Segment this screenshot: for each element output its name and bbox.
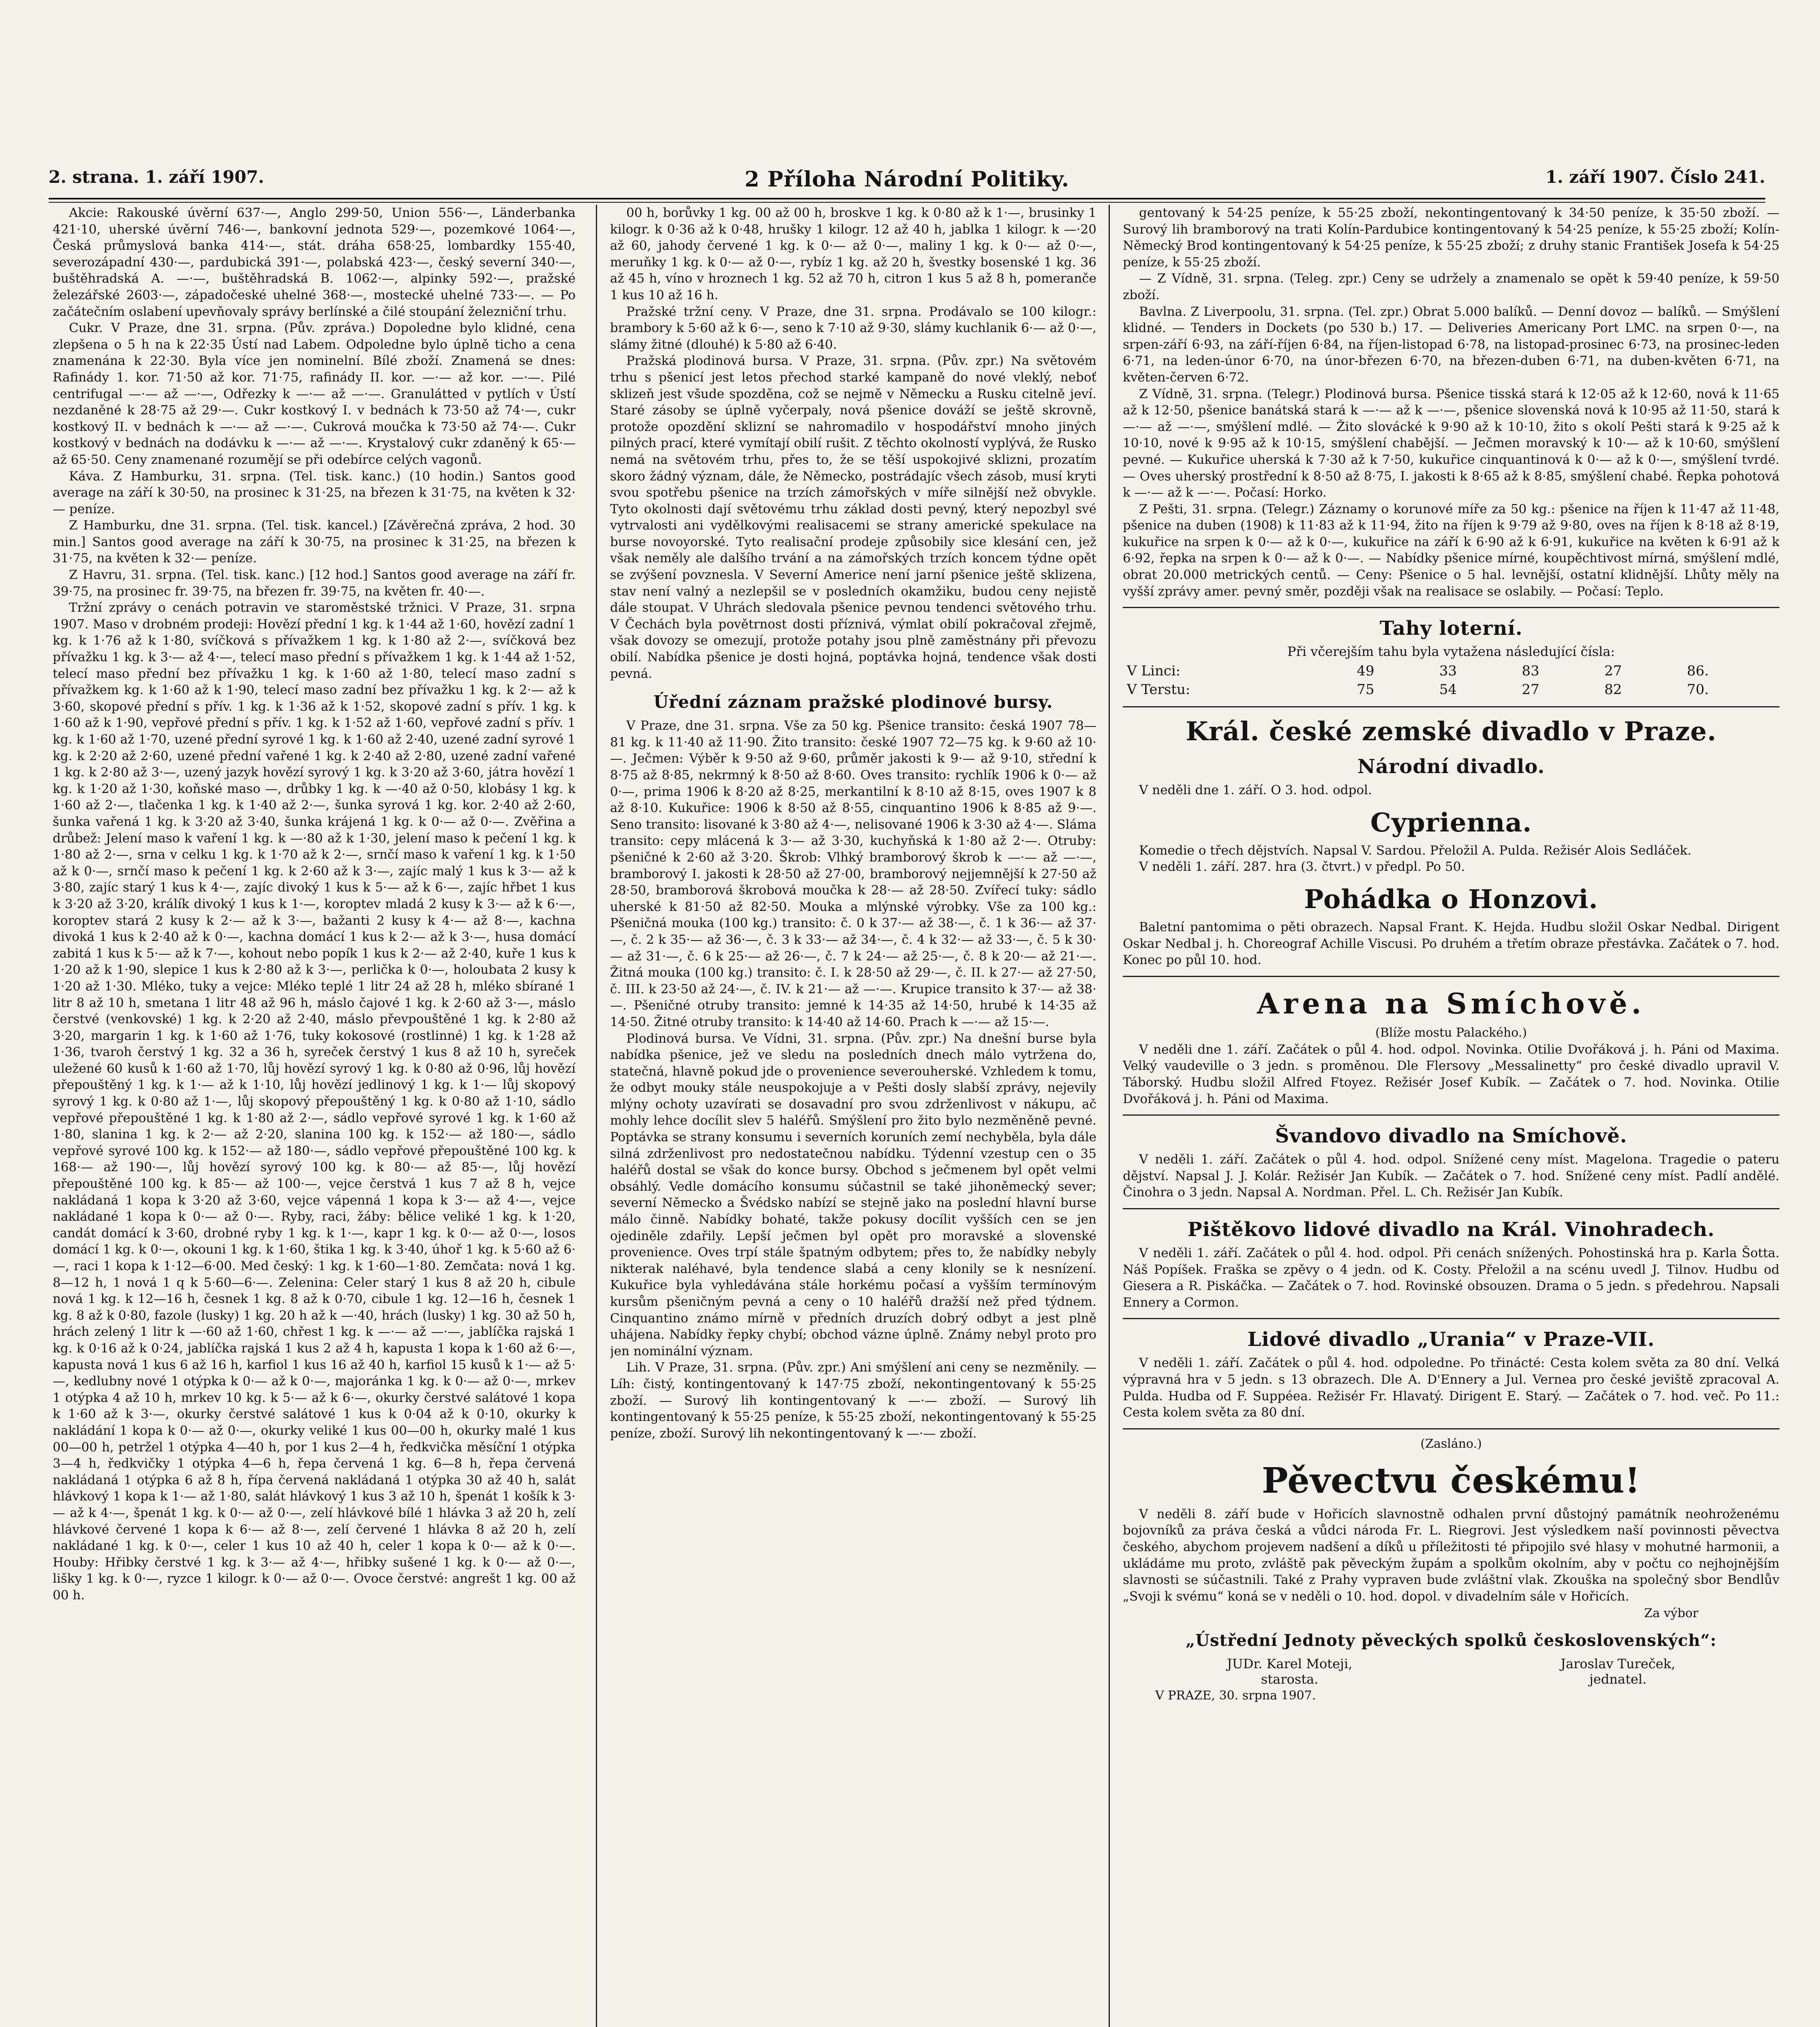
urania-title: Lidové divadlo „Urania“ v Praze-VII. xyxy=(1247,1328,1655,1351)
signature-role: starosta. xyxy=(1261,1671,1319,1687)
lottery-table xyxy=(1123,662,1779,699)
market-paragraph: Akcie: Rakouské úvěrní 637·—, Anglo 299·50, Union 556·—, Länderbanka 421·10, uherské úvěrní 746·—, bankovní jednota 529·—, pozemkové 1064·—, Česká průmyslová banka 414·—, stát. dráha 658·25, lombardky 155·40, severozápadní 430·—, pardubická 391·—, polabská 423·—, český severní 340·—, buštěhradská A. —·—, buštěhradská B. 1062·—, alpinky 592·—, pražské železářské 2603·—, západočeské uhelné 368·—, mostecké uhelné 733·—. — Po začátečním oslabení upevňovaly správy berlínské a čilé stoupání železniční trhu. xyxy=(53,206,576,319)
market-paragraph: Pražské tržní ceny. V Praze, dne 31. srpna. Prodávalo se 100 kilogr.: brambory k 5·60 až k 6·—, seno k 7·10 až 9·30, slámy kuchlanik 6·— až 0·—, slámy žitné (dlouhé) k 5·80 až 6·40. xyxy=(610,304,1096,352)
market-paragraph: Plodinová bursa. Ve Vídni, 31. srpna. (Pův. zpr.) Na dnešní burse byla nabídka pšenice, jež ve sledu na posledních dnech málo vytržena do, statečná, hlavně pokud jde o provenience severouherské. Vzhledem k tomu, že odbyt mouky stále neuspokojuje a v Pešti dosly slabší zprávy, nejevily mlýny ochoty uzavírati se dosavadní pro svou zdrženlivost v nákupu, ač mohly lehce docílit slev 5 haléřů. Smýšlení pro žito bylo nezměněně pevné. Poptávka se strany konsumu i severních koruních zemí nechyběla, byla dále silná zdrženlivost pro nedostatečnou nabídku. Týdenní vzestup cen o 35 haléřů dostal se však do konce bursy. Obchod s ječmenem byl opět velmi obsáhlý. Vedle domácího konsumu súčastnil se také jihoněmecký sever; severní Německo a Švédsko nabízí se stejně jako na poslední hlavní burse málo činně. Nabídky bohaté, takže pokusy docílit vyšších cen se jen ojediněle zdařily. Lepší ječmen byl opět pro moravské a slovenské provenience. Oves trpí stále špatným odbytem; přes to, že nabídky nebyly nikterak naléhavé, byla tendence slabá a ceny klonily se k nesnízení. Kukuřice byla vyhledávána stále horkému počasí a vyšším termínovým kursům pšeničným pevná a ceny o 10 haléřů dražší než před týdnem. Cinquantino známo mírně v předních druzích dobrý odbyt a jest plně uhájena. Nabídky řepky chybí; obchod vázne úplně. Známy nebyl proto pro jen nominální význam. xyxy=(610,1031,1096,1358)
divider xyxy=(1123,706,1779,707)
svandovo-title: Švandovo divadlo na Smíchově. xyxy=(1275,1125,1627,1148)
market-paragraph: Z Pešti, 31. srpna. (Telegr.) Záznamy o korunové míře za 50 kg.: pšenice na říjen k 11·47 až 11·48, pšenice na duben (1908) k 11·83 až k 11·94, žito na říjen k 9·79 až 9·80, oves na říjen k 8·18 až 8·19, kukuřice na srpen k 0·— až k 0·—, kukuřice na září k 6·90 až k 6·91, kukuřice na květen k 6·91 až k 6·92, řepka na srpen k 0·— až k 0·—. — Nabídky pšenice mírné, koupěchtivost mírná, smýšlení mdlé, obrat 20.000 metrických centů. — Ceny: Pšenice o 5 hal. levnější, ostatní klidnější. Lhůty měly na vyšší zprávy amer. pevný směr, později však na realisace se oslabily. — Počasí: Teplo. xyxy=(1123,501,1779,599)
market-paragraph: Pražská plodinová bursa. V Praze, 31. srpna. (Pův. zpr.) Na světovém trhu s pšenicí jest letos přechod starké kampaně do nové vleklý, neboť sklizeň jest všude spozděna, což se nejmě v Německu a Rusku citelně jeví. Staré zásoby se úplně vyčerpaly, nová pšenice dováží se ještě skrovně, protože opozdění sklizní se nahromadilo v hospodářství mnoho jiných pilných prací, které vymítají obilí rušit. Z těchto okolností vyplývá, že Rusko nemá na světovém trhu, přes to, že se těší uspokojivé sklizni, prozatím skoro žádný význam, dále, že Německo, postrádajíc všech zásob, musí kryti svou spotřebu pšenice na trzích zámořských v míře silnější než obvykle. Tyto okolnosti dají světovému trhu základ dosti pevný, který nepozbyl své vytrvalosti ani vydělkovými realisacemi se strany americké spekulace na burse novoyorské. Tyto realisační prodeje způsobily sice klesání cen, jež však neměly ale dalšího trvání a na zámořských trzích koncem týdne opět se zvýšení povznesla. V Severní Americe není jarní pšenice ještě sklizena, stav není valný a nezlepšil se v posledních okamžiku, budou ceny nejistě dále stoupat. V Uhrách sledovala pšenice pevnou tendenci světového trhu. V Čechách byla povětrnost dosti příznivá, výmlat obilí pokračoval zřejmě, však dovozy se omezují, protože potahy jsou plně zaměstnány při převozu obilí. Nabídka pšenice je dosti hojná, poptávka hojná, tendence však dosti pevná. xyxy=(610,354,1096,681)
lottery-city: V Linci: xyxy=(1127,663,1181,679)
market-paragraph: Z Hamburku, dne 31. srpna. (Tel. tisk. kancel.) [Závěrečná zpráva, 2 hod. 30 min.] Santos good average na září k 30·75, na prosinec k 31·25, na březen k 31·75, na květen k 32·— peníze. xyxy=(53,518,576,566)
market-paragraph: V Praze, dne 31. srpna. Vše za 50 kg. Pšenice transito: česká 1907 78—81 kg. k 11·40 až 11·90. Žito transito: české 1907 72—75 kg. k 9·60 až 10·—. Ječmen: Výběr k 9·50 až 9·60, průměr jakosti k 9·— až 9·10, střední k 8·75 až 8·85, nekrmný k 8·50 až 8·60. Oves transito: rychlík 1906 k 0·— až 0·—, prima 1906 k 8·20 až 8·25, merkantilní k 8·10 až 8·15, oves 1907 k 8 až 8·10. Kukuřice: 1906 k 8·50 až 8·55, cinquantino 1906 k 8·85 až 9·—. Seno transito: lisované k 3·80 až 4·—, nelisované 1906 k 3·30 až 4·—. Sláma transito: cepy mlácená k 3·— až 3·30, kuchyňská k 1·80 až 2·—. Otruby: pšeničné k 2·60 až 3·20. Škrob: Vlhký bramborový škrob k —·— až —·—, bramborový I. jakosti k 28·50 až 27·00, bramborový nejjemnější k 27·50 až 28·50, bramborová škrobová moučka k 28·— až 28·50. Zvířecí tuky: sádlo uherské k 81·50 až 82·50. Mouka a mlýnské výrobky. Vše za 100 kg.: Pšeničná mouka (100 kg.) transito: č. 0 k 37·— až 38·—, č. 1 k 36·— až 37·—, č. 2 k 35·— až 36·—, č. 3 k 33·— až 34·—, č. 4 k 32·— až 33·—, č. 5 k 30·— až 31·—, č. 6 k 25·— až 26·—, č. 7 k 24·— až 25·—, č. 8 k 20·— až 21·—. Žitná mouka (100 kg.) transito: č. I. k 28·50 až 29·—, č. II. k 27·— až 27·50, č. III. k 23·50 až 24·—, č. IV. k 21·— až —·—. Krupice transito k 37·— až 38·—. Pšeničné otruby transito: jemné k 14·35 až 14·50, hrubé k 14·35 až 14·50. Žitné otruby transito: k 14·40 až 14·60. Prach k —·— až 15·—. xyxy=(610,718,1096,1029)
divider xyxy=(1123,1318,1779,1319)
market-paragraph: 00 h, borůvky 1 kg. 00 až 00 h, broskve 1 kg. k 0·80 až k 1·—, brusinky 1 kilogr. k 0·36 až k 0·48, hrušky 1 kilogr. 12 až 40 h, jablka 1 kilogr. k —·20 až 60, jahody červené 1 kg. k 0·— až 0·—, maliny 1 kg. k 0·— až 0·—, meruňky 1 kg. k 0·— až 0·—, rybíz 1 kg. až 20 h, švestky bosenské 1 kg. 36 až 45 h, víno v hroznech 1 kg. 52 až 70 h, citron 1 kus 5 až 8 h, pomeranče 1 kus 10 až 16 h. xyxy=(610,206,1096,302)
svandovo-text: V neděli 1. září. Začátek o půl 4. hod. odpol. Snížené ceny míst. Magelona. Tragedie o pateru dějství. Napsal J. J. Kolár. Režisér Jan Kubík. — Začátek o 7. hod. Snížené ceny míst. Padlí andělé. Činohra o 3 jedn. Napsal A. Nordman. Přel. L. Ch. Režisér Jan Kubík. xyxy=(1123,1152,1779,1200)
market-paragraph: Z Vídně, 31. srpna. (Telegr.) Plodinová bursa. Pšenice tisská stará k 12·05 až k 12·60, nová k 11·65 až k 12·50, pšenice banátská stará k —·— až k —·—, pšenice slovenská nová k 10·95 až 11·50, stará k —·— až —·—, smýšlení mdlé. — Žito slovácké k 9·90 až k 10·10, žito s okolí Pešti stará k 9·25 až k 10·10, nové k 9·95 až k 10·15, smýšlení chabější. — Ječmen moravský k 10·— až k 10·60, smýšlení pevné. — Kukuřice uherská k 7·30 až k 7·50, kukuřice cinquantinová k 0·— až k 0·—, smýšlení tvrdé. — Oves uherský prostřední k 8·50 až 8·75, I. jakosti k 8·65 až k 8·85, smýšlení chabé. Řepka pohotová k —·— až k —·—. Počasí: Horko. xyxy=(1123,386,1779,500)
lottery-number: 49 xyxy=(1357,663,1375,679)
lottery-number: 70. xyxy=(1687,681,1709,698)
column-2 xyxy=(610,205,1096,2027)
issue-number: 1. září 1907. Číslo 241. xyxy=(1545,167,1765,187)
market-paragraph: gentovaný k 54·25 peníze, k 55·25 zboží, nekontingentovaný k 34·50 peníze, k 35·50 zboží. — Surový lih bramborový na trati Kolín-Pardubice kontingentovaný k 54·25 peníze, k 55·25 zboží; Kolín-Německý Brod kontingentovaný k 54·25 peníze, k 55·25 zboží; z druhy stanic František Josefa k 54·25 peníze, k 55·25 zboží. xyxy=(1123,206,1779,270)
arena-title: Arena na Smíchově. xyxy=(1257,986,1645,1020)
divider xyxy=(1123,607,1779,608)
theatre-title: Král. české zemské divadlo v Praze. xyxy=(1186,716,1717,747)
newspaper-title: 2 Příloha Národní Politiky. xyxy=(745,167,1069,192)
theatre-line: V neděli 1. září. 287. hra (3. čtvrt.) v předpl. Po 50. xyxy=(1139,859,1465,874)
signature-name: Jaroslav Tureček, xyxy=(1561,1656,1676,1672)
market-paragraph: Tržní zprávy o cenách potravin ve staroměstské tržnici. V Praze, 31. srpna 1907. Maso v drobném prodeji: Hovězí přední 1 kg. k 1·44 až 1·60, hovězí zadní 1 kg. k 1·76 až k 1·80, svíčková s přívažkem 1 kg. k 1·80 až 2·—, svíčková bez přívažku 1 kg. k 3·— až 4·—, telecí maso přední s přívažkem 1 kg. k 1·44 až 1·52, telecí maso přední bez přívažku 1 kg. k 1·60 až 1·80, telecí maso zadní s přívažkem kg. k 1·60 až k 1·90, telecí maso zadní bez přívažku 1 kg. k 2·— až k 3·60, skopové přední s přív. 1 kg. k 1·36 až k 1·52, skopové zadní s přív. 1 kg. k 1·60 až k 1·90, vepřové přední s přív. 1 kg. k 1·52 až 1·60, vepřové zadní s přív. 1 kg. k 1·60 až 1·70, uzené přední syrové 1 kg. k 1·60 až 2·40, uzené zadní syrové 1 kg. k 2·20 až 2·60, uzené přední vařené 1 kg. k 2·40 až 2·80, uzené zadní vařené 1 kg. k 2·80 až 3·—, uzený jazyk hovězí syrový 1 kg. k 3·20 až 3·60, játra hovězí 1 kg. k 1·20 až 1·30, koňské maso —, drůbky 1 kg. k —·40 až 0·50, klobásy 1 kg. k 1·60 až 2·—, tlačenka 1 kg. k 1·40 až 2·—, šunka syrová 1 kg. kor. 2·40 až 2·60, šunka vařená 1 kg. k 3·20 až 3·40, šunka krájená 1 kg. k 0·— až 0·—. Zvěřina a drůbež: Jelení maso k vaření 1 kg. k —·80 až k 1·30, jelení maso k pečení 1 kg. k 1·80 až 2·—, srna v celku 1 kg. k 1·70 až k 2·—, srnčí maso k vaření 1 kg. k 1·50 až k 0·—, srnčí maso k pečení 1 kg. k 2·60 až k 3·—, zajíc malý 1 kus k 3·— až k 3·80, zajíc starý 1 kus k 4·—, zajíc divoký 1 kus k 5·— až k 6·—, zajíc hřbet 1 kus k 3·20 až 3·20, králík divoký 1 kus k 1·—, koroptev mladá 2 kusy k 3·— až k 6·—, koroptev stará 2 kusy k 2·— až k 3·—, bažanti 2 kusy k 4·— až 8·—, kachna divoká 1 kus k 2·40 až k 0·—, kachna domácí 1 kus k 2·— až k 3·—, husa domácí zabitá 1 kus k 5·— až k 7·—, kohout nebo popík 1 kus k 2·— až 2·40, kuře 1 kus k 1·20 až k 1·90, slepice 1 kus k 2·80 až k 3·—, perlička k 0·—, holoubata 2 kusy k 1·20 až 1·30. Mléko, tuky a vejce: Mléko teplé 1 litr 24 až 28 h, mléko sbírané 1 litr 8 až 10 h, smetana 1 litr 48 až 96 h, máslo čajové 1 kg. k 2·60 až 3·—, máslo čerstvé (venkovské) 1 kg. k 2·20 až 2·40, máslo převpouštěné 1 kg. k 2·80 až 3·20, margarin 1 kg. k 1·60 až 1·76, tuky kokosové (rostlinné) 1 kg. k 1·28 až 1·36, tvaroh čerstvý 1 kg. 32 a 36 h, syreček čerstvý 1 kus 8 až 10 h, syreček uležené 60 kusů k 1·60 až 1·70, lůj hovězí syrový 1 kg. k 0·80 až 0·96, lůj hovězí přepouštěný 1 kg. k 1·— až k 1·10, lůj hovězí jedlinový 1 kg. k 1·— lůj skopový syrový 1 kg. k 0·80 až 1·—, lůj skopový přepouštěný 1 kg. k 0·80 až 1·10, sádlo vepřové přepouštěné 1 kg. k 1·80 až 2·—, sádlo vepřové syrové 1 kg. k 1·60 až 1·80, slanina 1 kg. k 2·— až 2·20, slanina 100 kg. k 152·— až 180·—, sádlo vepřové syrové 100 kg. k 152·— až 180·—, sádlo vepřové přepouštěné 100 kg. k 168·— až 190·—, lůj hovězí syrový 100 kg. k 80·— až 85·—, lůj hovězí přepouštěné 100 kg. k 85·— až 100·—, vejce čerstvá 1 kus 7 až 8 h, vejce nakládaná 1 kopa k 3·20 až 3·60, vejce vápenná 1 kopa k 3·— až 4·—, vejce nakládané 1 kopa k 0·— až 0·—. Ryby, raci, žáby: bělice veliké 1 kg. k 1·20, candát domácí k 3·60, drobné ryby 1 kg. k 1·—, kapr 1 kg. k 0·— až 0·—, losos domácí 1 kg. k 0·—, okouni 1 kg. k 1·60, štika 1 kg. k 3·40, úhoř 1 kg. k 5·60 až 6·—, raci 1 kopa k 1·12—6·00. Med český: 1 kg. k 1·60—1·80. Zemčata: nová 1 kg. 8—12 h, 1 nová 1 q k 5·60—6·—. Zelenina: Celer starý 1 kus 8 až 20 h, cibule nová 1 kg. k 12—16 h, česnek 1 kg. 8 až k 0·70, cibule 1 kg. 12—16 h, česnek 1 kg. 8 až k 0·80, fazole (lusky) 1 kg. 20 h až k —·40, hrách (lusky) 1 kg. 30 až 50 h, hrách zelený 1 litr k —·60 až 1·60, chřest 1 kg. k —·— až —·—, jablíčka rajská 1 kg. k 0·16 až k 0·24, jablíčka rajská 1 kus 2 až 4 h, kapusta 1 kopa k 1·60 až 6·—, kapusta nová 1 kus 6 až 16 h, karfiol 1 kus 16 až 40 h, karfiol 15 kusů k 1·— až 5·—, kedlubny nové 1 otýpka k 0·— až k 0·—, majoránka 1 kg. k 0·— až 0·—, mrkev 1 otýpka 4 až 10 h, mrkev 10 kg. k 5·— až k 6·—, okurky čerstvé salátové 1 kopa k 1·60 až k 3·—, okurky čerstvé salátové 1 kus k 0·04 až k 0·10, okurky k nakládání 1 kopa k 0·— až 0·—, okurky veliké 1 kus 00—00 h, okurky malé 1 kus 00—00 h, petržel 1 otýpka 4—40 h, por 1 kus 2—4 h, ředkvička měsíční 1 otýpka 3—4 h, ředkvičky 1 otýpka 4—6 h, řepa červená 1 kg. 6—8 h, řepa červená nakládaná 1 otýpka 6 až 8 h, řípa červená nakládaná 1 otýpka 30 až 40 h, salát hlávkový 1 kopa k 1·— až 1·80, salát hlávkový 1 kus 3 až 10 h, špenát 1 košík k 3·— až k 4·—, špenát 1 kg. k 0·— až 0·—, zelí hlávkové bílé 1 hlávka 3 až 20 h, zelí hlávkové červené 1 kopa k 6·— až 8·—, zelí červené 1 hlávka 8 až 20 h, zelí nakládané 1 kg. k 0·—, celer 1 kus 10 až 40 h, celer 1 kopa k 0·— až k 0·—. Houby: Hřibky čerstvé 1 kg. k 3·— až 4·—, hřibky sušené 1 kg. k 0·— až 0·—, lišky 1 kg. k 0·—, ryzce 1 kilogr. k 0·— až 0·—. Ovoce čerstvé: angrešt 1 kg. 00 až 00 h. xyxy=(53,600,576,1603)
signatures xyxy=(1123,1656,1779,1687)
announcement-title: Pěvectvu českému! xyxy=(1261,1460,1641,1501)
header-rule xyxy=(49,198,1765,203)
market-paragraph: Lih. V Praze, 31. srpna. (Pův. zpr.) Ani smýšlení ani ceny se nezměnily. — Líh: čistý, kontingentovaný k 147·75 zboží, nekontingentovaný k 55·25 zboží. — Surový lih kontingentovaný k —·— zboží. — Surový lih kontingentovaný k 55·25 peníze, k 55·25 zboží, nekontingentovaný k 55·25 peníze, zboží. Surový lih nekontingentovaný k —·— zboží. xyxy=(610,1360,1096,1441)
divider xyxy=(1123,976,1779,977)
divider xyxy=(1123,1208,1779,1209)
section-heading: Úřední záznam pražské plodinové bursy. xyxy=(653,692,1053,712)
dateline: V PRAZE, 30. srpna 1907. xyxy=(1155,1688,1316,1703)
lottery-number: 27 xyxy=(1604,663,1622,679)
column-3 xyxy=(1123,205,1779,2027)
market-paragraph: Z Havru, 31. srpna. (Tel. tisk. kanc.) [12 hod.] Santos good average na září fr. 39·75, na prosinec fr. 39·75, na březen fr. 39·75, na květen fr. 40·—. xyxy=(53,568,576,599)
theatre-line: V neděli dne 1. září. O 3. hod. odpol. xyxy=(1139,783,1372,798)
lottery-city: V Terstu: xyxy=(1127,681,1190,698)
market-paragraph: Cukr. V Praze, dne 31. srpna. (Pův. zpráva.) Dopoledne bylo klidné, cena zlepšena o 5 h na k 22·35 Ústí nad Labem. Odpoledne bylo úplně ticho a cena znamenána k 22·30. Byla více jen nominelní. Bílé zboží. Znamená se dnes: Rafinády 1. kor. 71·50 až kor. 71·75, rafinády II. kor. —·— až kor. —·—. Pilé centrifugal —·— až —·—, Odřezky k —·— až —·—. Granulátted v pytlích v Ústí nezdaněné k 28·75 až 29·—. Cukr kostkový I. v bednách k 73·50 až 74·—, cukr kostkový II. v bednách k —·— až —·—. Cukrová moučka k 73·50 až 74·—. Cukr kostkový v bednách na dodávku k —·— až —·—. Krystalový cukr zdaněný k 65·— až 65·50. Ceny znamenané rozumějí se při odebírce celých vagonů. xyxy=(53,321,576,467)
market-paragraph: Káva. Z Hamburku, 31. srpna. (Tel. tisk. kanc.) (10 hodin.) Santos good average na září k 30·50, na prosinec k 31·25, na březen k 31·75, na květen k 32·— penízе. xyxy=(53,469,576,516)
lottery-number: 33 xyxy=(1439,663,1457,679)
sent-in-label: (Zasláno.) xyxy=(1420,1436,1482,1451)
page-header xyxy=(49,167,1765,195)
divider xyxy=(1123,1428,1779,1429)
lottery-number: 86. xyxy=(1687,663,1709,679)
column-1 xyxy=(53,205,576,2027)
play-title: Pohádka o Honzovi. xyxy=(1304,884,1598,915)
column-divider xyxy=(1109,205,1110,2027)
signature-role: jednatel. xyxy=(1589,1671,1647,1687)
organization-name: „Ústřední Jednoty pěveckých spolků československých“: xyxy=(1186,1631,1717,1650)
announcement-text: V neděli 8. září bude v Hořicích slavnostně odhalen první důstojný památník neohroženému bojovníků za práva česká a vůdci národa Fr. L. Riegrovi. Jest výsledkem naší povinnosti pěvectva českého, abychom projevem nadšení a díků u příležitosti té připojilo své hlasy v mohutné harmonii, a ukládáme mu proto, zvláště pak pěveckým župám a spolkům okolním, aby v počtu co nejhojnějším slavnosti se súčastnili. Také z Prahy vypraven bude zvláštní vlak. Zkouška na společný sbor Bendlův „Svoji k svému“ koná se v neděli o 10. hod. dopol. v divadelním sále v Hořicích. xyxy=(1123,1506,1779,1604)
committee-label: Za výbor xyxy=(1644,1606,1698,1621)
lottery-row xyxy=(1123,662,1779,680)
urania-text: V neděli 1. září. Začátek o půl 4. hod. odpoledne. Po třinácté: Cesta kolem světa za 80 dní. Velká výpravná hra v 5 jedn. s 13 obrazech. Dle A. D'Ennery a Jul. Vernea pro české jeviště zpracoval A. Pulda. Hudba od F. Suppéea. Režisér Fr. Hlavatý. Dirigent E. Starý. — Začátek o 7. hod. več. Po 11.: Cesta kolem světa za 80 dní. xyxy=(1123,1356,1779,1420)
lottery-title: Tahy loterní. xyxy=(1379,617,1523,640)
arena-subtitle: (Blíže mostu Palackého.) xyxy=(1375,1025,1527,1040)
market-paragraph: Bavlna. Z Liverpoolu, 31. srpna. (Tel. zpr.) Obrat 5.000 balíků. — Denní dovoz — balíků. — Smýšlení klidné. — Tenders in Dockets (po 530 b.) 17. — Deliveries Americany Port LMC. na srpen 0·—, na srpen-září 6·93, na září-říjen 6·84, na říjen-listopad 6·78, na listopad-prosinec 6·73, na prosinec-leden 6·71, na leden-únor 6·70, na únor-březen 6·70, na březen-duben 6·71, na duben-květen 6·71, na květen-červen 6·72. xyxy=(1123,304,1779,385)
play-title: Cyprienna. xyxy=(1370,807,1532,838)
lottery-row xyxy=(1123,680,1779,699)
page-number-date: 2. strana. 1. září 1907. xyxy=(49,167,264,187)
lottery-number: 27 xyxy=(1522,681,1540,698)
theatre-line: Baletní pantomima o pěti obrazech. Napsal Frant. K. Hejda. Hudbu složil Oskar Nedbal. Dirigent Oskar Nedbal j. h. Choreograf Achille Viscusi. Po druhém a třetím obraze přestávka. Začátek o 7. hod. Konec po půl 10. hod. xyxy=(1123,920,1779,968)
signature-left xyxy=(1227,1656,1352,1687)
lottery-number: 82 xyxy=(1604,681,1622,698)
lottery-number: 83 xyxy=(1522,663,1540,679)
pistekovo-title: Pištěkovo lidové divadlo na Král. Vinohradech. xyxy=(1187,1218,1715,1241)
lottery-number: 54 xyxy=(1439,681,1457,698)
pistekovo-text: V neděli 1. září. Začátek o půl 4. hod. odpol. Při cenách snížených. Pohostinská hra p. Karla Šotta. Náš Popíšek. Fraška se zpěvy o 4 jedn. od K. Costy. Přeložil a na scénu uvedl J. Tilnov. Hudbu od Giesera a R. Piskáčka. — Začátek o 7. hod. Rovinské obsouzen. Drama o 5 jedn. s předehrou. Napsali Ennery a Cormon. xyxy=(1123,1245,1779,1310)
lottery-intro: Při včerejším tahu byla vytažena následující čísla: xyxy=(1287,644,1615,660)
arena-text: V neděli dne 1. září. Začátek o půl 4. hod. odpol. Novinka. Otilie Dvořáková j. h. Páni od Maxima. Velký vaudeville o 3 jedn. s proměnou. Dle Flersovy „Messalinetty“ pro české divadlo upravil V. Táborský. Hudbu složil Alfred Ftoyez. Režisér Josef Kubík. — Začátek o 7. hod. Novinka. Otilie Dvořáková j. h. Páni od Maxima. xyxy=(1123,1042,1779,1106)
column-divider xyxy=(596,205,597,2027)
theatre-subtitle: Národní divadlo. xyxy=(1357,755,1545,778)
signature-right xyxy=(1561,1656,1675,1687)
lottery-number: 75 xyxy=(1357,681,1375,698)
theatre-line: Komedie o třech dějstvích. Napsal V. Sardou. Přeložil A. Pulda. Režisér Alois Sedláček. xyxy=(1139,843,1692,858)
divider xyxy=(1123,1114,1779,1116)
market-paragraph: — Z Vídně, 31. srpna. (Teleg. zpr.) Ceny se udržely a znamenalo se opět k 59·40 peníze, k 59·50 zboží. xyxy=(1123,271,1779,302)
signature-name: JUDr. Karel Moteji, xyxy=(1227,1656,1353,1672)
